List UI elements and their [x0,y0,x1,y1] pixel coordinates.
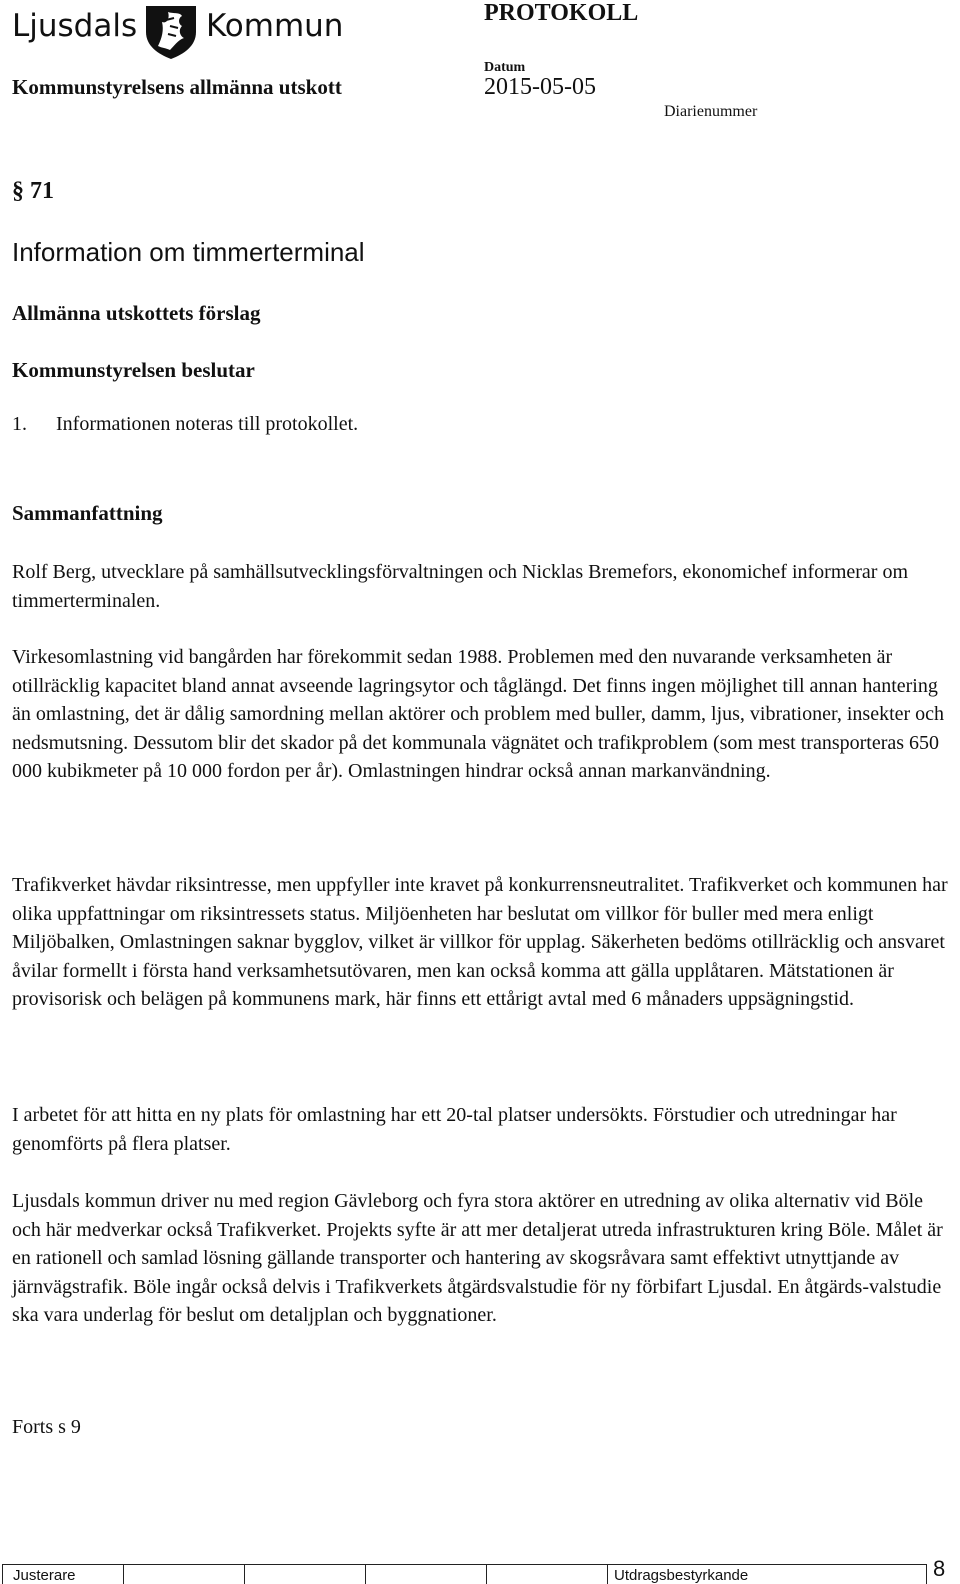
coat-of-arms-icon [140,2,202,60]
page-number: 8 [933,1556,946,1581]
municipality-logo [12,2,344,60]
body-paragraph-3: Trafikverket hävdar riksintresse, men uppfyller inte kravet på konkurrensneutralitet. Trafikverket och kommunen har olika uppfattningar om riksintressets status. Miljöenheten har beslutat om villkor för buller med mera enligt Miljöbalken, Omlastningen saknar bygglov, vilket är villkor för upplag. Säkerheten bedöms otillräcklig och ansvaret åvilar formellt i första hand verksamhetsutövaren, men kan också komma att gälla upplåtaren. Mätstationen är provisorisk och belägen på kommunens mark, här finns ett ettårigt avtal med 6 månaders uppsägningstid. [12,874,948,1011]
justerare-label: Justerare [13,1567,76,1584]
body-paragraph-5: Ljusdals kommun driver nu med region Gävleborg och fyra stora aktörer en utredning av olika alternativ vid Böle och här medverkar också Trafikverket. Projekts syfte är att mer detaljerat utreda infrastrukturen kring Böle. Målet är en rationell och samlad lösning gällande transporter och hantering av skogsråvara samt effektivt utnyttjande av järnvägstrafik. Böle ingår också delvis i Trafikverkets åtgärdsvalstudie för ny förbifart Ljusdal. En åtgärds-valstudie ska vara underlag för beslut om detaljplan och byggnationer. [12,1190,943,1327]
body-paragraph-2: Virkesomlastning vid bangården har förekommit sedan 1988. Problemen med den nuvarande verksamheten är otillräcklig kapacitet bland annat avseende lagringsytor och tåglängd. Det finns ingen möjlighet till annan hantering än omlastning, det är dålig samordning mellan aktörer och problem med buller, damm, ljus, vibrationer, insekter och nedsmutsning. Dessutom blir det skador på det kommunala vägnätet och trafikproblem (som mest transporteras 650 000 kubikmeter på 10 000 fordon per år). Omlastningen hindrar också annan markanvändning. [12,646,945,783]
decision-item [12,413,358,436]
document-type: PROTOKOLL [484,0,639,26]
signature-box [124,1565,245,1584]
decision-item-number: 1. [12,413,27,435]
proposal-heading: Allmänna utskottets förslag [12,301,261,325]
decision-heading: Kommunstyrelsen beslutar [12,358,255,382]
utdrag-cell [608,1565,927,1584]
logo-text-right: Kommun [206,8,344,44]
paragraph-number: § 71 [12,178,54,204]
page-title: Information om timmerterminal [12,237,365,267]
signature-box [487,1565,608,1584]
logo-text-left: Ljusdals [12,8,138,44]
signature-box [245,1565,366,1584]
signature-box [366,1565,487,1584]
summary-heading: Sammanfattning [12,501,163,525]
body-paragraph-4: I arbetet för att hitta en ny plats för omlastning har ett 20-tal platser undersökts. Förstudier och utredningar har genomförts på flera platser. [12,1104,897,1155]
registry-number-label: Diarienummer [664,103,758,120]
justerare-cell [3,1565,124,1584]
decision-item-text: Informationen noteras till protokollet. [56,413,359,435]
signature-footer [2,1564,927,1584]
utdrag-label: Utdragsbestyrkande [614,1567,749,1584]
date-value: 2015-05-05 [484,74,596,100]
continuation-note: Forts s 9 [12,1416,81,1438]
committee-name: Kommunstyrelsens allmänna utskott [12,75,342,99]
body-paragraph-1: Rolf Berg, utvecklare på samhällsutvecklingsförvaltningen och Nicklas Bremefors, ekonomichef informerar om timmerterminalen. [12,561,909,612]
date-label: Datum [484,60,526,75]
